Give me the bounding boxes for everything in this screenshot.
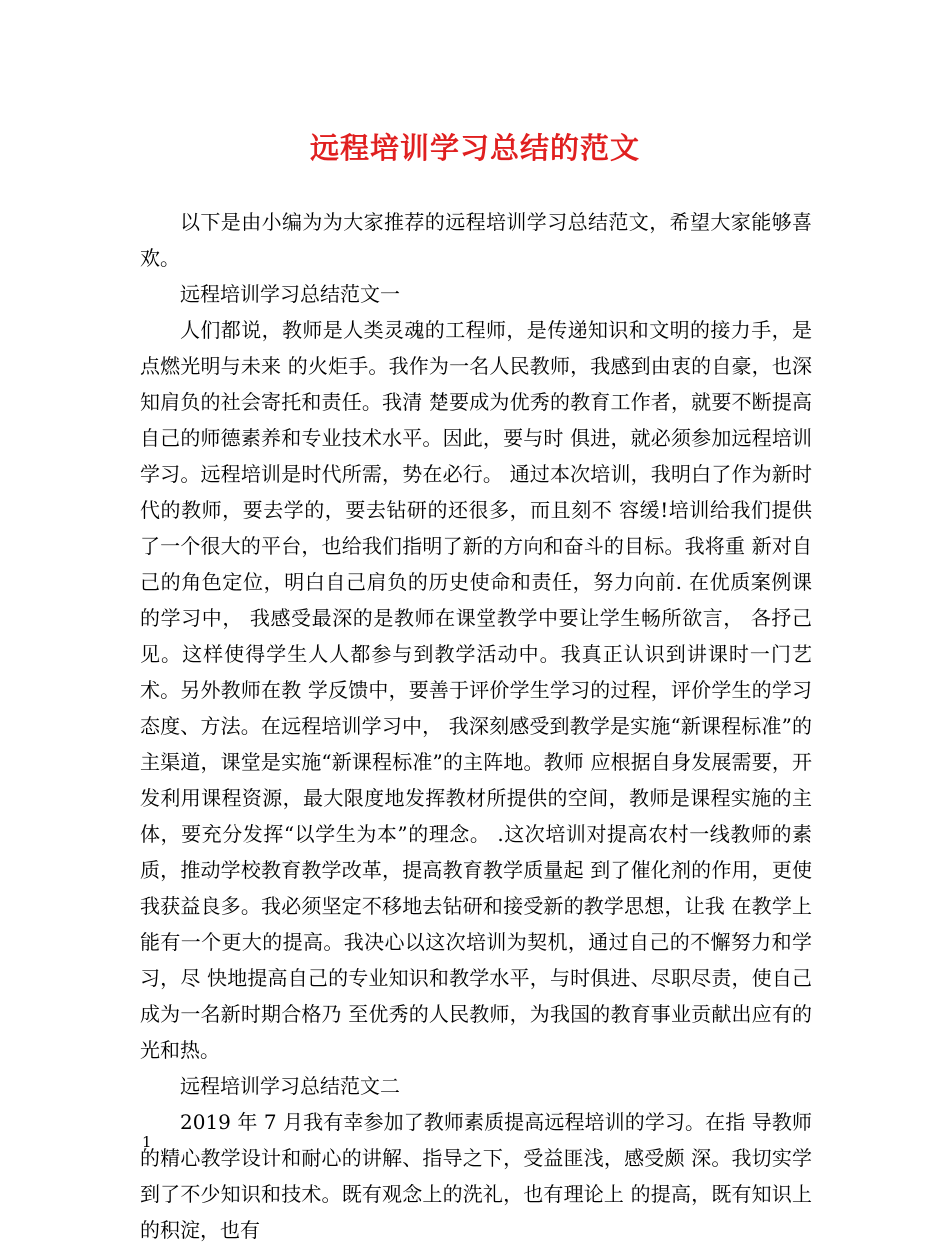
intro-paragraph: 以下是由小编为为大家推荐的远程培训学习总结范文，希望大家能够喜欢。 (140, 210, 812, 270)
section-heading-2: 远程培训学习总结范文二 (180, 1074, 400, 1098)
section-heading-1: 远程培训学习总结范文一 (180, 282, 400, 306)
document-body (140, 204, 812, 1248)
page-number: 1 (142, 1133, 152, 1151)
document-title: 远程培训学习总结的范文 (309, 131, 640, 165)
section-body-2: 2019 年 7 月我有幸参加了教师素质提高远程培训的学习。在指 导教师的精心教学设计和耐心的讲解、指导之下，受益匪浅，感受颇 深。我切实学到了不少知识和技术。既有观念上的洗礼，也有理论上 的提高，既有知识上的积淀，也有 (140, 1110, 812, 1242)
section-body-1: 人们都说，教师是人类灵魂的工程师，是传递知识和文明的接力手，是点燃光明与未来 的火炬手。我作为一名人民教师，我感到由衷的自豪，也深知肩负的社会寄托和责任。我清 楚要成为优秀的教育工作者，就要不断提高自己的师德素养和专业技术水平。因此，要与时 俱进，就必须参加远程培训学习。远程培训是时代所需，势在必行。 通过本次培训，我明白了作为新时代的教师，要去学的，要去钻研的还很多，而且刻不 容缓!培训给我们提供了一个很大的平台，也给我们指明了新的方向和奋斗的目标。我将重 新对自己的角色定位，明白自己肩负的历史使命和责任，努力向前. 在优质案例课的学习中， 我感受最深的是教师在课堂教学中要让学生畅所欲言， 各抒己 见。这样使得学生人人都参与到教学活动中。我真正认识到讲课时一门艺术。另外教师在教 学反馈中，要善于评价学生学习的过程，评价学生的学习态度、方法。在远程培训学习中， 我深刻感受到教学是实施“新课程标准”的主渠道，课堂是实施“新课程标准”的主阵地。教师 应根据自身发展需要，开发利用课程资源，最大限度地发挥教材所提供的空间，教师是课程实施的主体，要充分发挥“以学生为本”的理念。 .这次培训对提高农村一线教师的素质，推动学校教育教学改革，提高教育教学质量起 到了催化剂的作用，更使我获益良多。我必须坚定不移地去钻研和接受新的教学思想，让我 在教学上能有一个更大的提高。我决心以这次培训为契机，通过自己的不懈努力和学习，尽 快地提高自己的专业知识和教学水平，与时俱进、尽职尽责，使自己成为一名新时期合格乃 至优秀的人民教师，为我国的教育事业贡献出应有的光和热。 (140, 318, 812, 1062)
